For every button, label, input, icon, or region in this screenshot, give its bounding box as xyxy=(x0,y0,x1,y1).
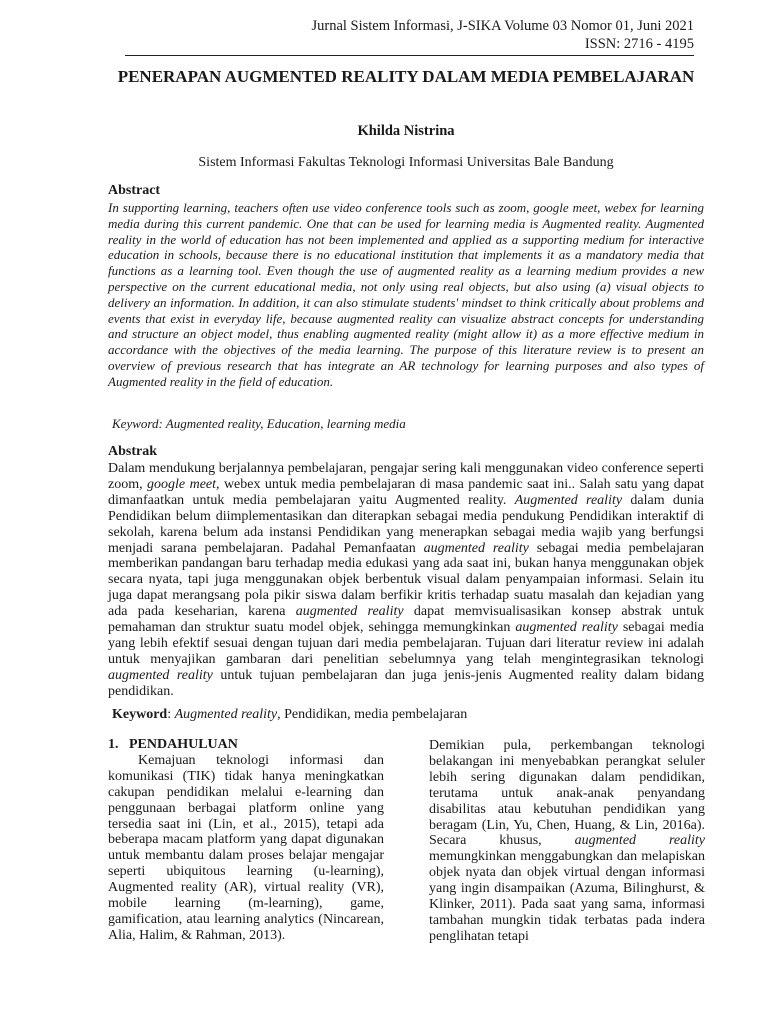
journal-name: Jurnal Sistem Informasi, J-SIKA Volume 03 Nomor 01, Juni 2021 xyxy=(311,18,694,34)
issn: ISSN: 2716 - 4195 xyxy=(584,36,694,52)
header-divider xyxy=(125,55,694,56)
keywords-english: Keyword: Augmented reality, Education, learning media xyxy=(112,416,406,431)
intro-paragraph-1: Kemajuan teknologi informasi dan komunikasi (TIK) tidak hanya meningkatkan cakupan pendidikan melalui e-learning dan penggunaan berbagai platform online yang tersedia saat ini (Lin, et al., 2015), tetapi ada beberapa macam platform yang dapat digunakan untuk membantu dalam proses belajar mengajar seperti ubiquitous learning (u-learning), Augmented reality (AR), virtual reality (VR), mobile learning (m-learning), game, gamification, atau learning analytics (Nincarean, Alia, Halim, & Rahman, 2013). xyxy=(108,752,384,943)
abstrak-text: Dalam mendukung berjalannya pembelajaran, pengajar sering kali menggunakan video conference seperti zoom, google meet, webex untuk media pembelajaran di masa pandemic saat ini.. Salah satu yang dapat dimanfaatkan untuk media pembelajaran yaitu Augmented reality. Augmented reality dalam dunia Pendidikan belum diimplementasikan dan diterapkan sebagai media pendukung Pendidikan interaktif di sekolah, karena belum ada instansi Pendidikan yang menerapkan sebagai media wajib yang berfungsi menjadi sarana pembelajaran. Padahal Pemanfaatan augmented reality sebagai media pembelajaran memberikan pandangan baru terhadap media edukasi yang ada saat ini, bukan hanya menggunakan objek secara nyata, tapi juga menggunakan objek berbentuk visual dalam penyampaian informasi. Selain itu juga dapat merangsang pola pikir siswa dalam berfikir kritis terhadap suatu masalah dan kejadian yang ada pada keseharian, karena augmented reality dapat memvisualisasikan konsep abstrak untuk pemahaman dan struktur suatu model objek, sehingga memungkinkan augmented reality sebagai media yang lebih efektif sesuai dengan tujuan dari media pembelajaran. Tujuan dari literatur review ini adalah untuk menyajikan gambaran dari penelitian sebelumnya yang telah mengintegrasikan teknologi augmented reality untuk tujuan pembelajaran dan juga jenis-jenis Augmented reality dalam bidang pendidikan. xyxy=(108,461,705,699)
intro-right-column xyxy=(429,738,705,945)
intro-heading: 1. PENDAHULUAN xyxy=(108,737,238,752)
abstract-english xyxy=(108,183,704,390)
abstrak-heading: Abstrak xyxy=(108,444,158,459)
keyword-label: Keyword xyxy=(112,707,168,722)
abstract-indonesian xyxy=(108,444,704,700)
abstract-heading: Abstract xyxy=(108,183,161,198)
paper-title: PENERAPAN AUGMENTED REALITY DALAM MEDIA PEMBELAJARAN xyxy=(117,67,695,86)
keywords-indonesian: Keyword: Augmented reality, Pendidikan, media pembelajaran xyxy=(112,707,468,722)
affiliation: Sistem Informasi Fakultas Teknologi Informasi Universitas Bale Bandung xyxy=(198,155,614,170)
abstract-text: In supporting learning, teachers often use video conference tools such as zoom, google meet, webex for learning media during this current pandemic. One that can be used for learning media is Augmented reality. Augmented reality in the world of education has not been implemented and applied as a supporting medium for interactive education in schools, because there is no educational institution that implements it as a mandatory media that functions as a learning tool. Even though the use of augmented reality as a learning medium provides a new perspective on the current educational media, not only using real objects, but also using (a) visual objects to delivery an information. In addition, it can also stimulate students' mindset to think critically about problems and events that exist in everyday life, because augmented reality can visualize abstract concepts for understanding and structure an object model, thus enabling augmented reality (might allow it) as a more effective medium in accordance with the objectives of the media learning. The purpose of this literature review is to present an overview of previous research that has integrate an AR technology for learning purposes and also types of Augmented reality in the field of education. xyxy=(108,200,704,389)
journal-header xyxy=(311,17,694,53)
intro-left-column xyxy=(108,737,384,944)
author-name: Khilda Nistrina xyxy=(357,123,455,139)
intro-paragraph-2: Demikian pula, perkembangan teknologi belakangan ini menyebabkan perangkat seluler lebih sering digunakan dalam pendidikan, terutama untuk anak-anak penyandang disabilitas atau kebutuhan pendidikan yang beragam (Lin, Yu, Chen, Huang, & Lin, 2016a). Secara khusus, augmented reality memungkinkan menggabungkan dan melapiskan objek nyata dan objek virtual dengan informasi yang ingin disampaikan (Azuma, Bilinghurst, & Klinker, 2011). Pada saat yang sama, informasi tambahan mungkin tidak terbatas pada indera penglihatan tetapi xyxy=(429,738,706,944)
